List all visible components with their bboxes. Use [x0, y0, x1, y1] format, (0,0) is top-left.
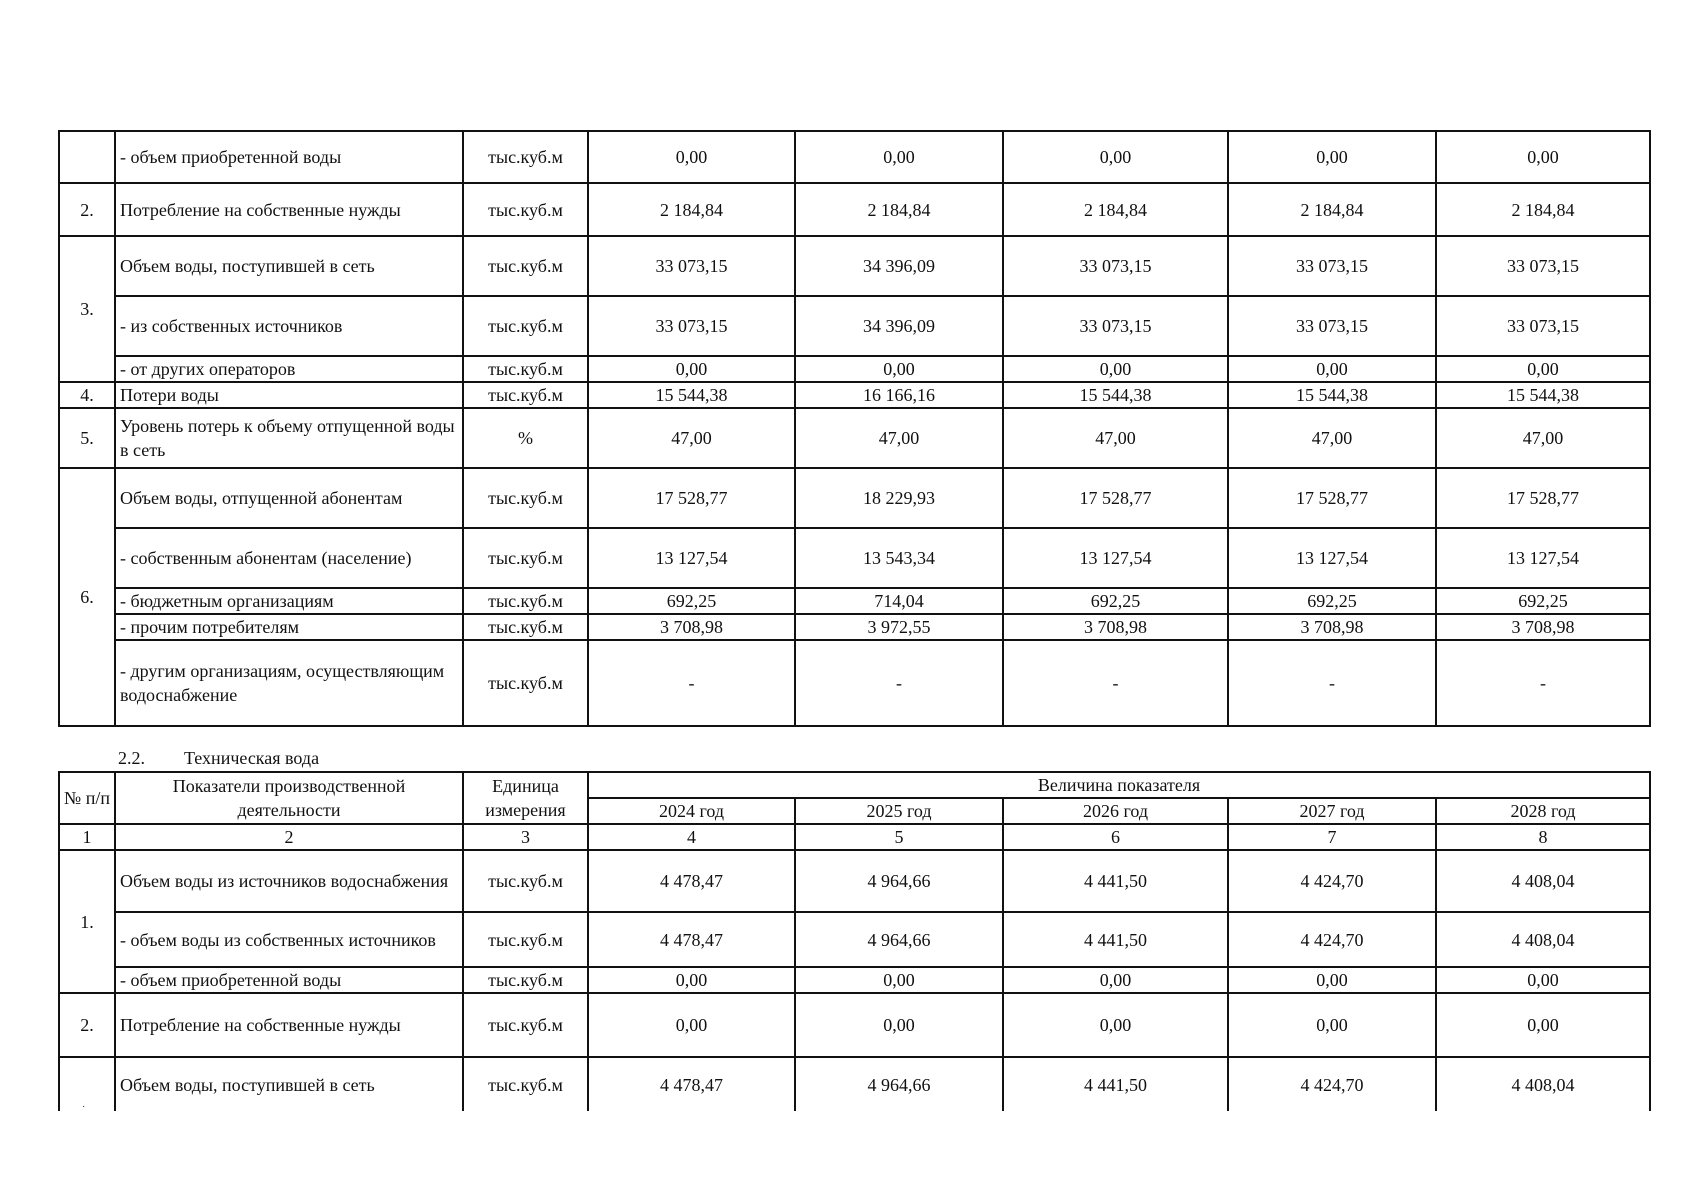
value-cell: 4 441,50	[1003, 850, 1228, 912]
column-number: 1	[59, 824, 115, 850]
indicator-cell: Потери воды	[115, 382, 463, 408]
row-number-cell	[59, 131, 115, 183]
indicator-cell: - от других операторов	[115, 356, 463, 382]
value-cell: 0,00	[588, 356, 795, 382]
header-value-group: Величина показателя	[588, 772, 1650, 798]
value-cell: 4 478,47	[588, 912, 795, 967]
section-number: 2.2.	[118, 748, 145, 768]
value-cell: 33 073,15	[1228, 296, 1436, 356]
value-cell: 13 543,34	[795, 528, 1003, 588]
value-cell: 4 964,66	[795, 850, 1003, 912]
value-cell: 18 229,93	[795, 468, 1003, 528]
unit-cell: тыс.куб.м	[463, 468, 588, 528]
value-cell: 0,00	[795, 967, 1003, 993]
table-row	[59, 912, 1650, 967]
unit-cell: тыс.куб.м	[463, 912, 588, 967]
value-cell: 3 708,98	[1228, 614, 1436, 640]
indicator-cell: - другим организациям, осуществляющим водоснабжение	[115, 640, 463, 726]
value-cell: 4 424,70	[1228, 850, 1436, 912]
indicator-cell: Потребление на собственные нужды	[115, 183, 463, 236]
value-cell: 0,00	[1003, 131, 1228, 183]
value-cell: -	[795, 640, 1003, 726]
value-cell: 4 408,04	[1436, 850, 1650, 912]
column-number: 6	[1003, 824, 1228, 850]
unit-cell: %	[463, 408, 588, 468]
column-number: 5	[795, 824, 1003, 850]
indicator-cell: - объем приобретенной воды	[115, 967, 463, 993]
column-number: 2	[115, 824, 463, 850]
value-cell: 33 073,15	[588, 296, 795, 356]
indicator-cell: Объем воды, отпущенной абонентам	[115, 468, 463, 528]
value-cell: 0,00	[795, 131, 1003, 183]
indicator-cell: - бюджетным организациям	[115, 588, 463, 614]
unit-cell: тыс.куб.м	[463, 382, 588, 408]
header-year: 2028 год	[1436, 798, 1650, 824]
indicator-cell: Объем воды, поступившей в сеть	[115, 236, 463, 296]
value-cell: 4 441,50	[1003, 912, 1228, 967]
value-cell: 4 441,50	[1003, 1057, 1228, 1111]
unit-cell: тыс.куб.м	[463, 183, 588, 236]
table-row	[59, 1057, 1650, 1111]
value-cell: 33 073,15	[1003, 236, 1228, 296]
value-cell: 13 127,54	[1228, 528, 1436, 588]
value-cell: 0,00	[588, 967, 795, 993]
table-row	[59, 382, 1650, 408]
value-cell: 15 544,38	[1228, 382, 1436, 408]
unit-cell: тыс.куб.м	[463, 236, 588, 296]
header-year: 2027 год	[1228, 798, 1436, 824]
value-cell: 15 544,38	[588, 382, 795, 408]
value-cell: 2 184,84	[588, 183, 795, 236]
value-cell: 0,00	[1436, 356, 1650, 382]
value-cell: 34 396,09	[795, 236, 1003, 296]
value-cell: 4 424,70	[1228, 912, 1436, 967]
value-cell: 692,25	[1436, 588, 1650, 614]
value-cell: 3 708,98	[1003, 614, 1228, 640]
indicator-cell: Объем воды, поступившей в сеть	[115, 1057, 463, 1111]
value-cell: 3 708,98	[588, 614, 795, 640]
unit-cell: тыс.куб.м	[463, 640, 588, 726]
indicator-cell: - прочим потребителям	[115, 614, 463, 640]
column-number: 8	[1436, 824, 1650, 850]
value-cell: 33 073,15	[588, 236, 795, 296]
value-cell: 34 396,09	[795, 296, 1003, 356]
value-cell: 4 478,47	[588, 1057, 795, 1111]
indicator-cell: - из собственных источников	[115, 296, 463, 356]
value-cell: 0,00	[1228, 993, 1436, 1057]
value-cell: 0,00	[1228, 356, 1436, 382]
value-cell: 2 184,84	[1228, 183, 1436, 236]
unit-cell: тыс.куб.м	[463, 1057, 588, 1111]
value-cell: 0,00	[1003, 993, 1228, 1057]
section-heading	[118, 746, 319, 770]
row-number-cell: 4.	[59, 382, 115, 408]
unit-cell: тыс.куб.м	[463, 131, 588, 183]
table-row	[59, 588, 1650, 614]
header-year: 2024 год	[588, 798, 795, 824]
value-cell: 33 073,15	[1436, 236, 1650, 296]
table-row	[59, 993, 1650, 1057]
value-cell: 33 073,15	[1228, 236, 1436, 296]
value-cell: 47,00	[1228, 408, 1436, 468]
header-year: 2026 год	[1003, 798, 1228, 824]
value-cell: 33 073,15	[1003, 296, 1228, 356]
value-cell: 4 964,66	[795, 912, 1003, 967]
value-cell: 17 528,77	[1436, 468, 1650, 528]
column-number: 3	[463, 824, 588, 850]
value-cell: 17 528,77	[1003, 468, 1228, 528]
indicator-cell: Объем воды из источников водоснабжения	[115, 850, 463, 912]
value-cell: 47,00	[1436, 408, 1650, 468]
column-number: 4	[588, 824, 795, 850]
value-cell: 13 127,54	[1436, 528, 1650, 588]
table-row	[59, 131, 1650, 183]
column-numbers-row	[59, 824, 1650, 850]
page-break-mark: ˙	[82, 1105, 86, 1116]
value-cell: 3 972,55	[795, 614, 1003, 640]
value-cell: 47,00	[588, 408, 795, 468]
value-cell: 13 127,54	[1003, 528, 1228, 588]
unit-cell: тыс.куб.м	[463, 967, 588, 993]
value-cell: 15 544,38	[1436, 382, 1650, 408]
row-number-cell: 2.	[59, 993, 115, 1057]
value-cell: 0,00	[588, 131, 795, 183]
value-cell: 15 544,38	[1003, 382, 1228, 408]
unit-cell: тыс.куб.м	[463, 528, 588, 588]
value-cell: 4 964,66	[795, 1057, 1003, 1111]
table-row	[59, 236, 1650, 296]
table-row	[59, 296, 1650, 356]
indicator-cell: Уровень потерь к объему отпущенной воды в сеть	[115, 408, 463, 468]
indicator-cell: - объем воды из собственных источников	[115, 912, 463, 967]
value-cell: 16 166,16	[795, 382, 1003, 408]
unit-cell: тыс.куб.м	[463, 993, 588, 1057]
value-cell: 4 478,47	[588, 850, 795, 912]
value-cell: 47,00	[1003, 408, 1228, 468]
value-cell: -	[588, 640, 795, 726]
value-cell: 0,00	[1436, 993, 1650, 1057]
row-number-cell: 2.	[59, 183, 115, 236]
table-row	[59, 967, 1650, 993]
indicator-cell: - собственным абонентам (население)	[115, 528, 463, 588]
row-number-cell	[59, 1057, 115, 1111]
header-indicator: Показатели производственной деятельности	[115, 772, 463, 824]
unit-cell: тыс.куб.м	[463, 356, 588, 382]
value-cell: 2 184,84	[1436, 183, 1650, 236]
value-cell: 0,00	[1436, 967, 1650, 993]
technical-water-table	[58, 771, 1651, 1111]
header-row	[59, 772, 1650, 798]
unit-cell: тыс.куб.м	[463, 588, 588, 614]
table-row	[59, 614, 1650, 640]
value-cell: 33 073,15	[1436, 296, 1650, 356]
row-number-cell: 3.	[59, 236, 115, 382]
value-cell: 0,00	[1436, 131, 1650, 183]
table-row	[59, 183, 1650, 236]
value-cell: 2 184,84	[795, 183, 1003, 236]
section-title: Техническая вода	[184, 748, 320, 768]
unit-cell: тыс.куб.м	[463, 614, 588, 640]
table-row	[59, 468, 1650, 528]
table-row	[59, 408, 1650, 468]
value-cell: 714,04	[795, 588, 1003, 614]
unit-cell: тыс.куб.м	[463, 850, 588, 912]
value-cell: 4 424,70	[1228, 1057, 1436, 1111]
value-cell: 0,00	[1228, 131, 1436, 183]
header-year: 2025 год	[795, 798, 1003, 824]
value-cell: 17 528,77	[588, 468, 795, 528]
header-unit: Единица измерения	[463, 772, 588, 824]
row-number-cell: 5.	[59, 408, 115, 468]
header-num: № п/п	[59, 772, 115, 824]
water-balance-table-continued	[58, 130, 1651, 727]
column-number: 7	[1228, 824, 1436, 850]
value-cell: -	[1228, 640, 1436, 726]
indicator-cell: - объем приобретенной воды	[115, 131, 463, 183]
table-row	[59, 850, 1650, 912]
row-number-cell: 6.	[59, 468, 115, 726]
value-cell: 692,25	[1003, 588, 1228, 614]
unit-cell: тыс.куб.м	[463, 296, 588, 356]
value-cell: 17 528,77	[1228, 468, 1436, 528]
value-cell: 13 127,54	[588, 528, 795, 588]
row-number-cell: 1.	[59, 850, 115, 993]
value-cell: 0,00	[1003, 967, 1228, 993]
table-row	[59, 356, 1650, 382]
value-cell: 0,00	[795, 356, 1003, 382]
value-cell: 2 184,84	[1003, 183, 1228, 236]
value-cell: -	[1436, 640, 1650, 726]
value-cell: 0,00	[1003, 356, 1228, 382]
value-cell: 0,00	[588, 993, 795, 1057]
value-cell: 47,00	[795, 408, 1003, 468]
value-cell: 0,00	[1228, 967, 1436, 993]
value-cell: 692,25	[1228, 588, 1436, 614]
table-row	[59, 528, 1650, 588]
value-cell: 0,00	[795, 993, 1003, 1057]
value-cell: 4 408,04	[1436, 912, 1650, 967]
value-cell: 3 708,98	[1436, 614, 1650, 640]
value-cell: -	[1003, 640, 1228, 726]
table-row	[59, 640, 1650, 726]
indicator-cell: Потребление на собственные нужды	[115, 993, 463, 1057]
value-cell: 692,25	[588, 588, 795, 614]
value-cell: 4 408,04	[1436, 1057, 1650, 1111]
